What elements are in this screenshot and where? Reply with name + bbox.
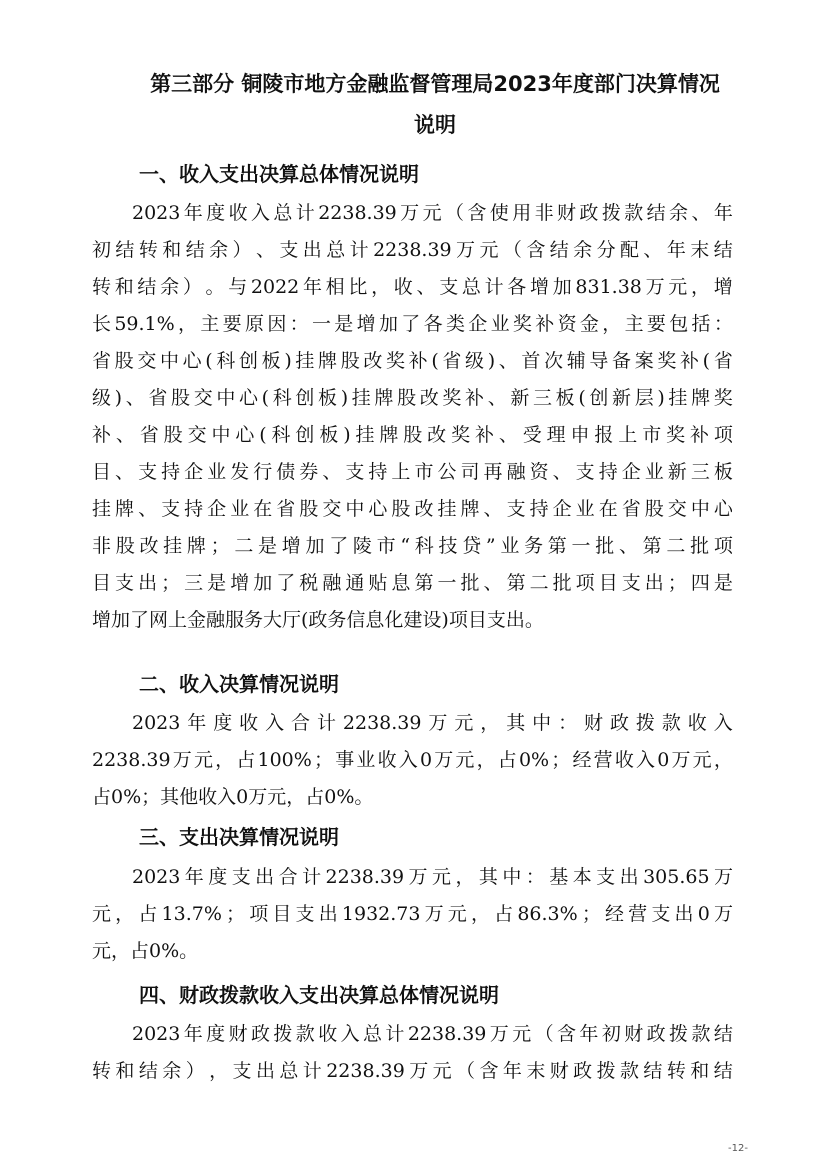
paragraph-line: 2238.39 万 元 ， 占 100% ； 事 业 收 入 0 万 元 ， 占 0% ； 经 营 收 入 0 万 元 ， — [92, 749, 733, 771]
paragraph-line: 2023 年 度 财 政 拨 款 收 入 总 计 2238.39 万 元 （ 含 年 初 财 政 拨 款 结 — [132, 1023, 733, 1045]
paragraph-line: 2023 年 度 支 出 合 计 2238.39 万 元 ， 其 中 ： 基 本 支 出 305.65 万 — [132, 866, 733, 888]
page-title-continued: 说明 — [414, 113, 456, 137]
paragraph-line: 转 和 结 余 ） 。 与 2022 年 相 比 ， 收 、 支 总 计 各 增 加 831.38 万 元 ， 增 — [92, 276, 733, 298]
paragraph-line: 目 支 出 ； 三 是 增 加 了 税 融 通 贴 息 第 一 批 、 第 二 批 项 目 支 出 ； 四 是 — [92, 572, 733, 594]
paragraph-line: 目 、 支 持 企 业 发 行 债 券 、 支 持 上 市 公 司 再 融 资 、 支 持 企 业 新 三 板 — [92, 461, 733, 483]
paragraph-line: 初 结 转 和 结 余 ） 、 支 出 总 计 2238.39 万 元 （ 含 结 余 分 配 、 年 末 结 — [92, 239, 733, 261]
paragraph-line: 补 、 省 股 交 中 心 ( 科 创 板 ) 挂 牌 股 改 奖 补 、 受 理 申 报 上 市 奖 补 项 — [92, 424, 733, 446]
page-number: -12- — [728, 1143, 748, 1154]
section-heading-overview: 一、收入支出决算总体情况说明 — [139, 162, 419, 186]
paragraph-line: 元，占0%。 — [92, 940, 199, 962]
paragraph-line: 长 59.1% ， 主 要 原 因 ： 一 是 增 加 了 各 类 企 业 奖 补 资 金 ， 主 要 包 括 ： — [92, 313, 733, 335]
paragraph-line: 挂 牌 、 支 持 企 业 在 省 股 交 中 心 股 改 挂 牌 、 支 持 企 业 在 省 股 交 中 心 — [92, 498, 733, 520]
paragraph-line: 非 股 改 挂 牌 ； 二 是 增 加 了 陵 市 “ 科 技 贷 ” 业 务 第 一 批 、 第 二 批 项 — [92, 535, 733, 557]
paragraph-line: 增加了网上金融服务大厅(政务信息化建设)项目支出。 — [92, 609, 544, 631]
page-title: 第三部分 铜陵市地方金融监督管理局2023年度部门决算情况 — [150, 72, 720, 96]
section-heading-fiscal-appropriation: 四、财政拨款收入支出决算总体情况说明 — [139, 983, 499, 1007]
paragraph-line: 2023 年 度 收 入 合 计 2238.39 万 元 ， 其 中 ： 财 政 拨 款 收 入 — [132, 712, 733, 734]
section-heading-expenditure: 三、支出决算情况说明 — [139, 825, 339, 849]
paragraph-line: 元 ， 占 13.7% ； 项 目 支 出 1932.73 万 元 ， 占 86.3% ； 经 营 支 出 0 万 — [92, 903, 733, 925]
paragraph-line: 2023 年 度 收 入 总 计 2238.39 万 元 （ 含 使 用 非 财 政 拨 款 结 余 、 年 — [132, 202, 733, 224]
paragraph-line: 级 ) 、 省 股 交 中 心 ( 科 创 板 ) 挂 牌 股 改 奖 补 、 新 三 板 ( 创 新 层 ) 挂 牌 奖 — [92, 387, 733, 409]
paragraph-line: 占0%；其他收入0万元，占0%。 — [92, 786, 374, 808]
section-heading-income: 二、收入决算情况说明 — [139, 672, 339, 696]
paragraph-line: 省 股 交 中 心 ( 科 创 板 ) 挂 牌 股 改 奖 补 ( 省 级 ) 、 首 次 辅 导 备 案 奖 补 ( 省 — [92, 350, 733, 372]
paragraph-line: 转 和 结 余 ） ， 支 出 总 计 2238.39 万 元 （ 含 年 末 财 政 拨 款 结 转 和 结 — [92, 1060, 733, 1082]
